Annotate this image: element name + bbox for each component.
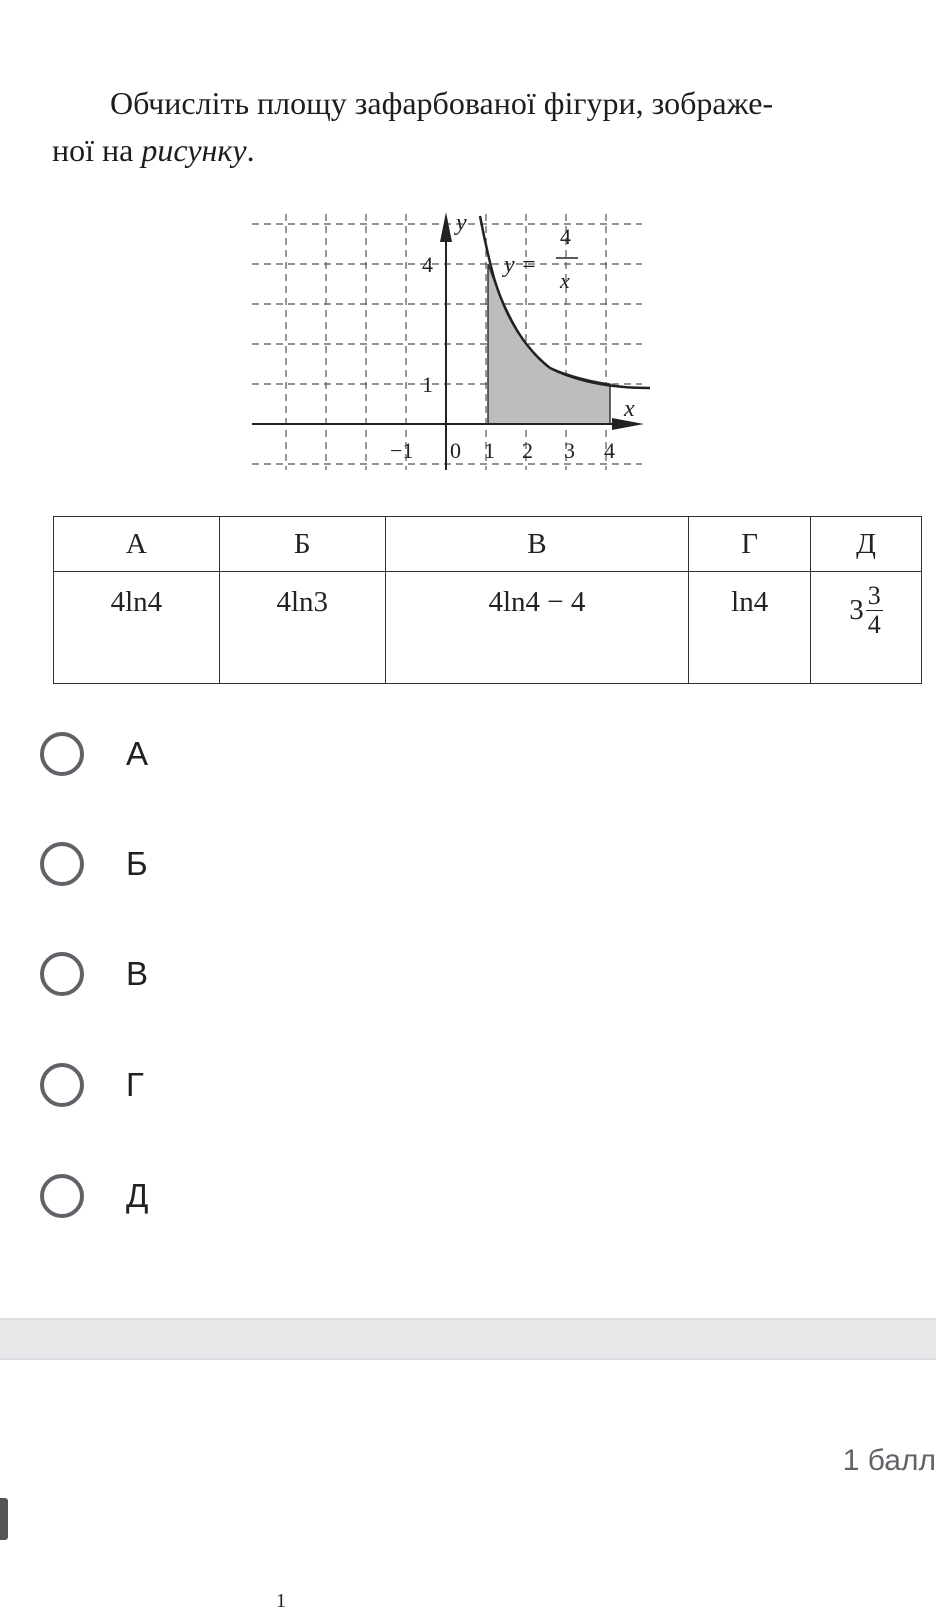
answer-table — [53, 516, 922, 684]
option-g[interactable] — [40, 1057, 144, 1113]
question-line-2-prefix: ної на — [52, 132, 142, 168]
fraction-denominator: 4 — [867, 610, 881, 639]
radio-icon[interactable] — [40, 732, 84, 776]
mixed-whole: 3 — [849, 594, 864, 626]
question-line-2-suffix: . — [246, 132, 255, 168]
option-label: В — [126, 955, 149, 992]
y-axis-label: y — [456, 210, 467, 236]
tick-x-0: 0 — [450, 438, 461, 463]
radio-icon[interactable] — [40, 1174, 84, 1218]
value-d — [811, 572, 922, 684]
left-edge-tab — [0, 1498, 8, 1540]
equation-numerator: 4 — [560, 224, 571, 249]
answer-table-header-row — [54, 517, 922, 572]
radio-icon[interactable] — [40, 952, 84, 996]
radio-icon[interactable] — [40, 1063, 84, 1107]
tick-y-1: 1 — [422, 372, 433, 397]
x-axis-label: x — [624, 396, 635, 422]
value-v: 4ln4 − 4 — [385, 572, 689, 684]
tick-x-4: 4 — [604, 438, 615, 463]
points-label: 1 балл — [842, 1444, 936, 1477]
equation-denominator: x — [560, 268, 570, 293]
tick-x-neg1: −1 — [390, 438, 414, 463]
mixed-fraction — [849, 582, 883, 639]
question-line-1: Обчисліть площу зафарбованої фігури, зображе- — [110, 85, 774, 121]
radio-icon[interactable] — [40, 842, 84, 886]
option-label: Б — [126, 845, 148, 882]
tick-x-2: 2 — [522, 438, 533, 463]
fraction — [866, 582, 883, 639]
option-label: Д — [126, 1177, 149, 1214]
footer-number: 1 — [276, 1590, 286, 1612]
tick-x-3: 3 — [564, 438, 575, 463]
value-b: 4ln3 — [219, 572, 385, 684]
header-a: А — [54, 517, 220, 572]
header-g: Г — [689, 517, 811, 572]
section-divider — [0, 1318, 936, 1360]
tick-x-1: 1 — [484, 438, 495, 463]
option-a[interactable] — [40, 726, 148, 782]
question-text — [52, 80, 922, 174]
value-a: 4ln4 — [54, 572, 220, 684]
answer-table-values-row — [54, 572, 922, 684]
option-d[interactable] — [40, 1168, 148, 1224]
equation-lhs: y = — [504, 252, 537, 278]
value-g: ln4 — [689, 572, 811, 684]
header-d: Д — [811, 517, 922, 572]
graph-figure — [250, 208, 680, 488]
header-b: Б — [219, 517, 385, 572]
option-label: Г — [126, 1066, 144, 1103]
tick-y-4: 4 — [422, 252, 433, 277]
fraction-numerator: 3 — [867, 581, 881, 610]
question-line-2-italic: рисунку — [141, 132, 247, 168]
header-v: В — [385, 517, 689, 572]
y-axis-arrow — [440, 212, 452, 242]
option-label: А — [126, 735, 149, 772]
option-b[interactable] — [40, 836, 148, 892]
option-v[interactable] — [40, 946, 148, 1002]
